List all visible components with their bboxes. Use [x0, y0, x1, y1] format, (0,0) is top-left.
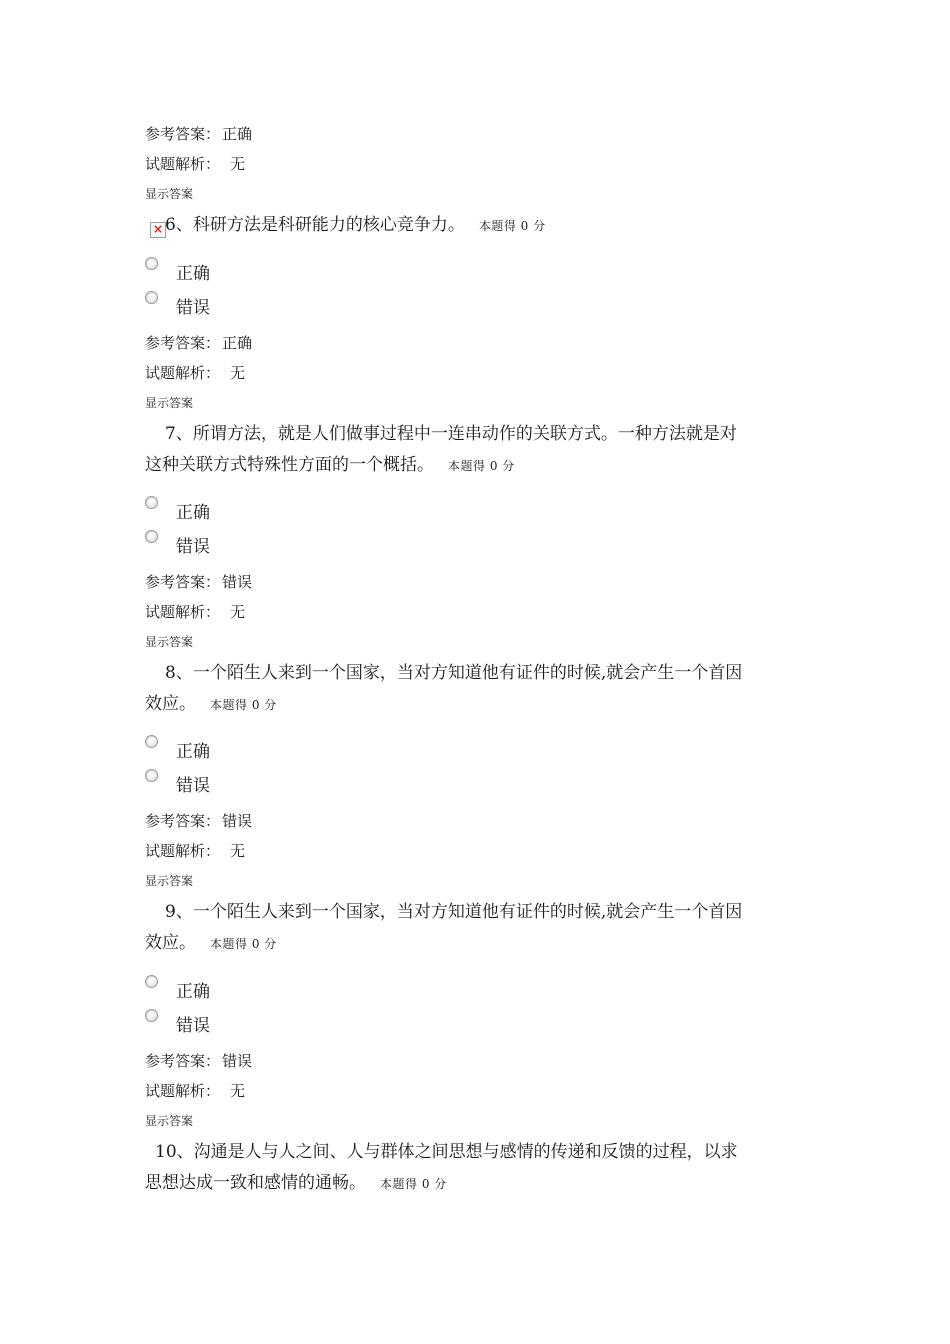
analysis-label: 试题解析：	[145, 603, 221, 621]
q7-question-line1	[165, 423, 737, 445]
q7-show-answer-link[interactable]: 显示答案	[145, 635, 194, 649]
question-number: 9	[165, 902, 176, 922]
q8-reference-answer	[145, 812, 252, 830]
radio-button[interactable]	[145, 530, 158, 543]
analysis-label: 试题解析：	[145, 1082, 221, 1100]
reference-answer-value: 错误	[222, 1052, 253, 1070]
question-score: 本题得 0 分	[478, 219, 546, 233]
question-text: 这种关联方式特殊性方面的一个概括。	[145, 455, 434, 475]
q6-option-correct[interactable]	[145, 255, 210, 284]
question-score: 本题得 0 分	[380, 1177, 447, 1191]
q8-question-line2	[145, 693, 277, 716]
q7-option-wrong[interactable]	[145, 528, 210, 557]
analysis-value: 无	[230, 842, 246, 860]
q8-analysis	[145, 842, 245, 860]
reference-answer-value: 错误	[222, 812, 253, 830]
q9-question-line2	[145, 932, 277, 955]
q10-question-line1	[155, 1141, 738, 1163]
q7-question-line2	[145, 454, 515, 477]
q6-analysis	[145, 364, 245, 382]
radio-button[interactable]	[145, 291, 158, 304]
radio-button[interactable]	[145, 1009, 158, 1022]
analysis-value: 无	[230, 603, 246, 621]
q5-reference-answer	[145, 125, 252, 143]
q9-option-wrong[interactable]	[145, 1007, 210, 1036]
option-label: 错误	[176, 775, 210, 796]
question-text: 效应。	[145, 933, 196, 953]
analysis-value: 无	[230, 364, 246, 382]
q6-show-answer-link[interactable]: 显示答案	[145, 396, 194, 410]
option-label: 错误	[176, 297, 210, 318]
q9-show-answer-link[interactable]: 显示答案	[145, 1114, 194, 1128]
wrong-mark-icon: ×	[150, 222, 166, 238]
question-number: 10	[155, 1142, 177, 1162]
reference-answer-label: 参考答案：	[145, 334, 221, 352]
option-label: 正确	[176, 502, 210, 523]
reference-answer-label: 参考答案：	[145, 812, 221, 830]
option-label: 正确	[176, 263, 210, 284]
question-text: 思想达成一致和感情的通畅。	[145, 1173, 366, 1193]
question-separator: 、	[175, 215, 193, 235]
radio-button[interactable]	[145, 769, 158, 782]
reference-answer-label: 参考答案：	[145, 573, 221, 591]
analysis-value: 无	[230, 155, 246, 173]
radio-button[interactable]	[145, 257, 158, 270]
analysis-value: 无	[230, 1082, 246, 1100]
question-score: 本题得 0 分	[448, 459, 515, 473]
option-label: 错误	[176, 1015, 210, 1036]
question-text: 、沟通是人与人之间、人与群体之间思想与感情的传递和反馈的过程，以求	[176, 1142, 738, 1162]
reference-answer-value: 正确	[222, 125, 253, 143]
question-number: 7	[165, 424, 176, 444]
q7-option-correct[interactable]	[145, 494, 210, 523]
q9-option-correct[interactable]	[145, 973, 210, 1002]
q9-question-line1	[165, 901, 742, 923]
q7-analysis	[145, 603, 245, 621]
question-text: 科研方法是科研能力的核心竞争力。	[192, 215, 465, 235]
q9-analysis	[145, 1082, 245, 1100]
question-score: 本题得 0 分	[210, 937, 277, 951]
reference-answer-label: 参考答案：	[145, 125, 221, 143]
option-label: 正确	[176, 981, 210, 1002]
radio-button[interactable]	[145, 735, 158, 748]
analysis-label: 试题解析：	[145, 155, 221, 173]
question-number: 6	[165, 215, 176, 235]
question-text: 效应。	[145, 694, 196, 714]
q5-analysis	[145, 155, 245, 173]
q8-question-line1	[165, 662, 742, 684]
reference-answer-value: 正确	[222, 334, 253, 352]
question-text: 、所谓方法，就是人们做事过程中一连串动作的关联方式。一种方法就是对	[175, 424, 737, 444]
reference-answer-label: 参考答案：	[145, 1052, 221, 1070]
q6-question	[165, 214, 546, 237]
q7-reference-answer	[145, 573, 252, 591]
q6-option-wrong[interactable]	[145, 289, 210, 318]
question-score: 本题得 0 分	[210, 698, 277, 712]
q10-question-line2	[145, 1172, 447, 1195]
option-label: 错误	[176, 536, 210, 557]
q9-reference-answer	[145, 1052, 252, 1070]
q8-show-answer-link[interactable]: 显示答案	[145, 874, 194, 888]
question-text: 、一个陌生人来到一个国家，当对方知道他有证件的时候,就会产生一个首因	[175, 663, 743, 683]
q8-option-correct[interactable]	[145, 733, 210, 762]
question-text: 、一个陌生人来到一个国家，当对方知道他有证件的时候,就会产生一个首因	[175, 902, 743, 922]
q8-option-wrong[interactable]	[145, 767, 210, 796]
radio-button[interactable]	[145, 975, 158, 988]
analysis-label: 试题解析：	[145, 842, 221, 860]
q5-show-answer-link[interactable]: 显示答案	[145, 187, 194, 201]
reference-answer-value: 错误	[222, 573, 253, 591]
option-label: 正确	[176, 741, 210, 762]
analysis-label: 试题解析：	[145, 364, 221, 382]
q6-reference-answer	[145, 334, 252, 352]
question-number: 8	[165, 663, 176, 683]
radio-button[interactable]	[145, 496, 158, 509]
